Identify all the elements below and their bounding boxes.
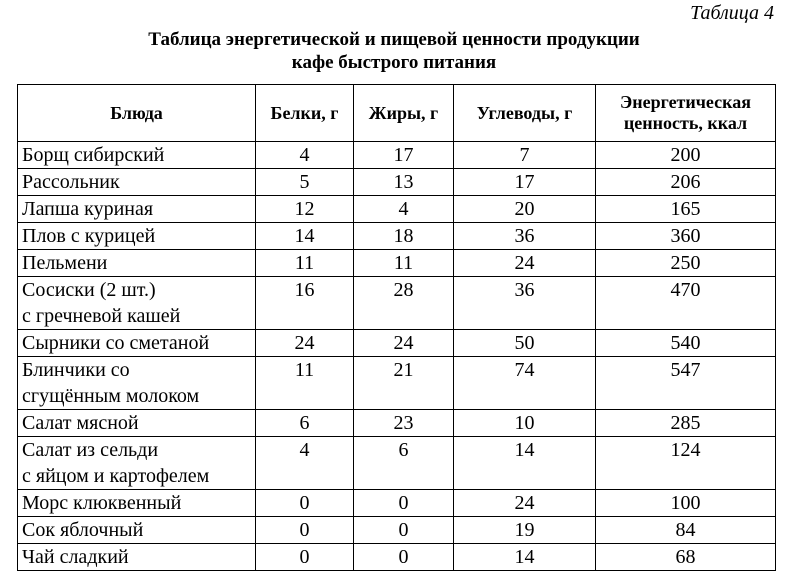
carbs-cell: 10 [454, 410, 596, 437]
protein-cell: 11 [256, 357, 354, 410]
dish-name-line: с яйцом и картофелем [22, 465, 210, 487]
table-row [18, 223, 776, 250]
table-body [18, 142, 776, 571]
carbs-cell: 36 [454, 223, 596, 250]
protein-cell: 6 [256, 410, 354, 437]
header-protein: Белки, г [256, 85, 354, 142]
table-number-label: Таблица 4 [690, 2, 774, 24]
caption-line-1: Таблица энергетической и пищевой ценности продукции [148, 29, 640, 50]
dish-name-cell [18, 490, 256, 517]
fat-cell: 21 [354, 357, 454, 410]
energy-cell: 470 [596, 277, 776, 330]
dish-name-line: сгущённым молоком [22, 385, 200, 407]
dish-name-cell [18, 437, 256, 490]
dish-name-line: Борщ сибирский [22, 144, 165, 166]
table-row [18, 196, 776, 223]
header-carbs: Углеводы, г [454, 85, 596, 142]
dish-name-cell [18, 357, 256, 410]
dish-name-cell [18, 330, 256, 357]
table-row [18, 490, 776, 517]
dish-name-line: с гречневой кашей [22, 305, 181, 327]
dish-name-cell [18, 517, 256, 544]
energy-cell: 100 [596, 490, 776, 517]
fat-cell: 17 [354, 142, 454, 169]
fat-cell: 28 [354, 277, 454, 330]
carbs-cell: 20 [454, 196, 596, 223]
dish-name-line: Пельмени [22, 252, 108, 274]
dish-name-line: Салат из сельди [22, 439, 159, 461]
energy-cell: 285 [596, 410, 776, 437]
carbs-cell: 50 [454, 330, 596, 357]
table-row [18, 517, 776, 544]
table-caption [0, 28, 788, 74]
carbs-cell: 7 [454, 142, 596, 169]
carbs-cell: 14 [454, 544, 596, 571]
energy-cell: 84 [596, 517, 776, 544]
nutrition-table [17, 84, 776, 571]
dish-name-cell [18, 196, 256, 223]
carbs-cell: 17 [454, 169, 596, 196]
dish-name-line: Морс клюквенный [22, 492, 182, 514]
dish-name-line: Блинчики со [22, 359, 130, 381]
protein-cell: 24 [256, 330, 354, 357]
dish-name-cell [18, 410, 256, 437]
carbs-cell: 24 [454, 250, 596, 277]
energy-cell: 360 [596, 223, 776, 250]
protein-cell: 4 [256, 142, 354, 169]
fat-cell: 0 [354, 517, 454, 544]
carbs-cell: 24 [454, 490, 596, 517]
caption-line-2: кафе быстрого питания [291, 52, 497, 73]
protein-cell: 16 [256, 277, 354, 330]
dish-name-line: Чай сладкий [22, 546, 129, 568]
energy-cell: 206 [596, 169, 776, 196]
dish-name-cell [18, 223, 256, 250]
header-energy: Энергетическая ценность, ккал [596, 85, 776, 142]
dish-name-cell [18, 250, 256, 277]
fat-cell: 0 [354, 490, 454, 517]
table-row [18, 277, 776, 330]
dish-name-cell [18, 142, 256, 169]
energy-cell: 165 [596, 196, 776, 223]
protein-cell: 12 [256, 196, 354, 223]
dish-name-cell [18, 277, 256, 330]
header-fat: Жиры, г [354, 85, 454, 142]
fat-cell: 23 [354, 410, 454, 437]
fat-cell: 13 [354, 169, 454, 196]
protein-cell: 0 [256, 544, 354, 571]
dish-name-cell [18, 169, 256, 196]
fat-cell: 0 [354, 544, 454, 571]
fat-cell: 18 [354, 223, 454, 250]
dish-name-line: Сырники со сметаной [22, 332, 210, 354]
protein-cell: 0 [256, 517, 354, 544]
energy-cell: 200 [596, 142, 776, 169]
carbs-cell: 19 [454, 517, 596, 544]
fat-cell: 6 [354, 437, 454, 490]
dish-name-cell [18, 544, 256, 571]
energy-cell: 124 [596, 437, 776, 490]
fat-cell: 24 [354, 330, 454, 357]
fat-cell: 11 [354, 250, 454, 277]
carbs-cell: 14 [454, 437, 596, 490]
table-row [18, 169, 776, 196]
table-row [18, 357, 776, 410]
protein-cell: 0 [256, 490, 354, 517]
table-row [18, 142, 776, 169]
table-row [18, 437, 776, 490]
dish-name-line: Салат мясной [22, 412, 139, 434]
dish-name-line: Сок яблочный [22, 519, 144, 541]
table-row [18, 544, 776, 571]
carbs-cell: 36 [454, 277, 596, 330]
header-dish: Блюда [18, 85, 256, 142]
energy-cell: 250 [596, 250, 776, 277]
energy-cell: 547 [596, 357, 776, 410]
table-row [18, 330, 776, 357]
protein-cell: 4 [256, 437, 354, 490]
carbs-cell: 74 [454, 357, 596, 410]
table-row [18, 410, 776, 437]
energy-cell: 540 [596, 330, 776, 357]
table-row [18, 250, 776, 277]
fat-cell: 4 [354, 196, 454, 223]
protein-cell: 5 [256, 169, 354, 196]
header-row [18, 85, 776, 142]
energy-cell: 68 [596, 544, 776, 571]
protein-cell: 11 [256, 250, 354, 277]
dish-name-line: Рассольник [22, 171, 120, 193]
dish-name-line: Лапша куриная [22, 198, 154, 220]
protein-cell: 14 [256, 223, 354, 250]
dish-name-line: Плов с курицей [22, 225, 156, 247]
dish-name-line: Сосиски (2 шт.) [22, 279, 156, 301]
